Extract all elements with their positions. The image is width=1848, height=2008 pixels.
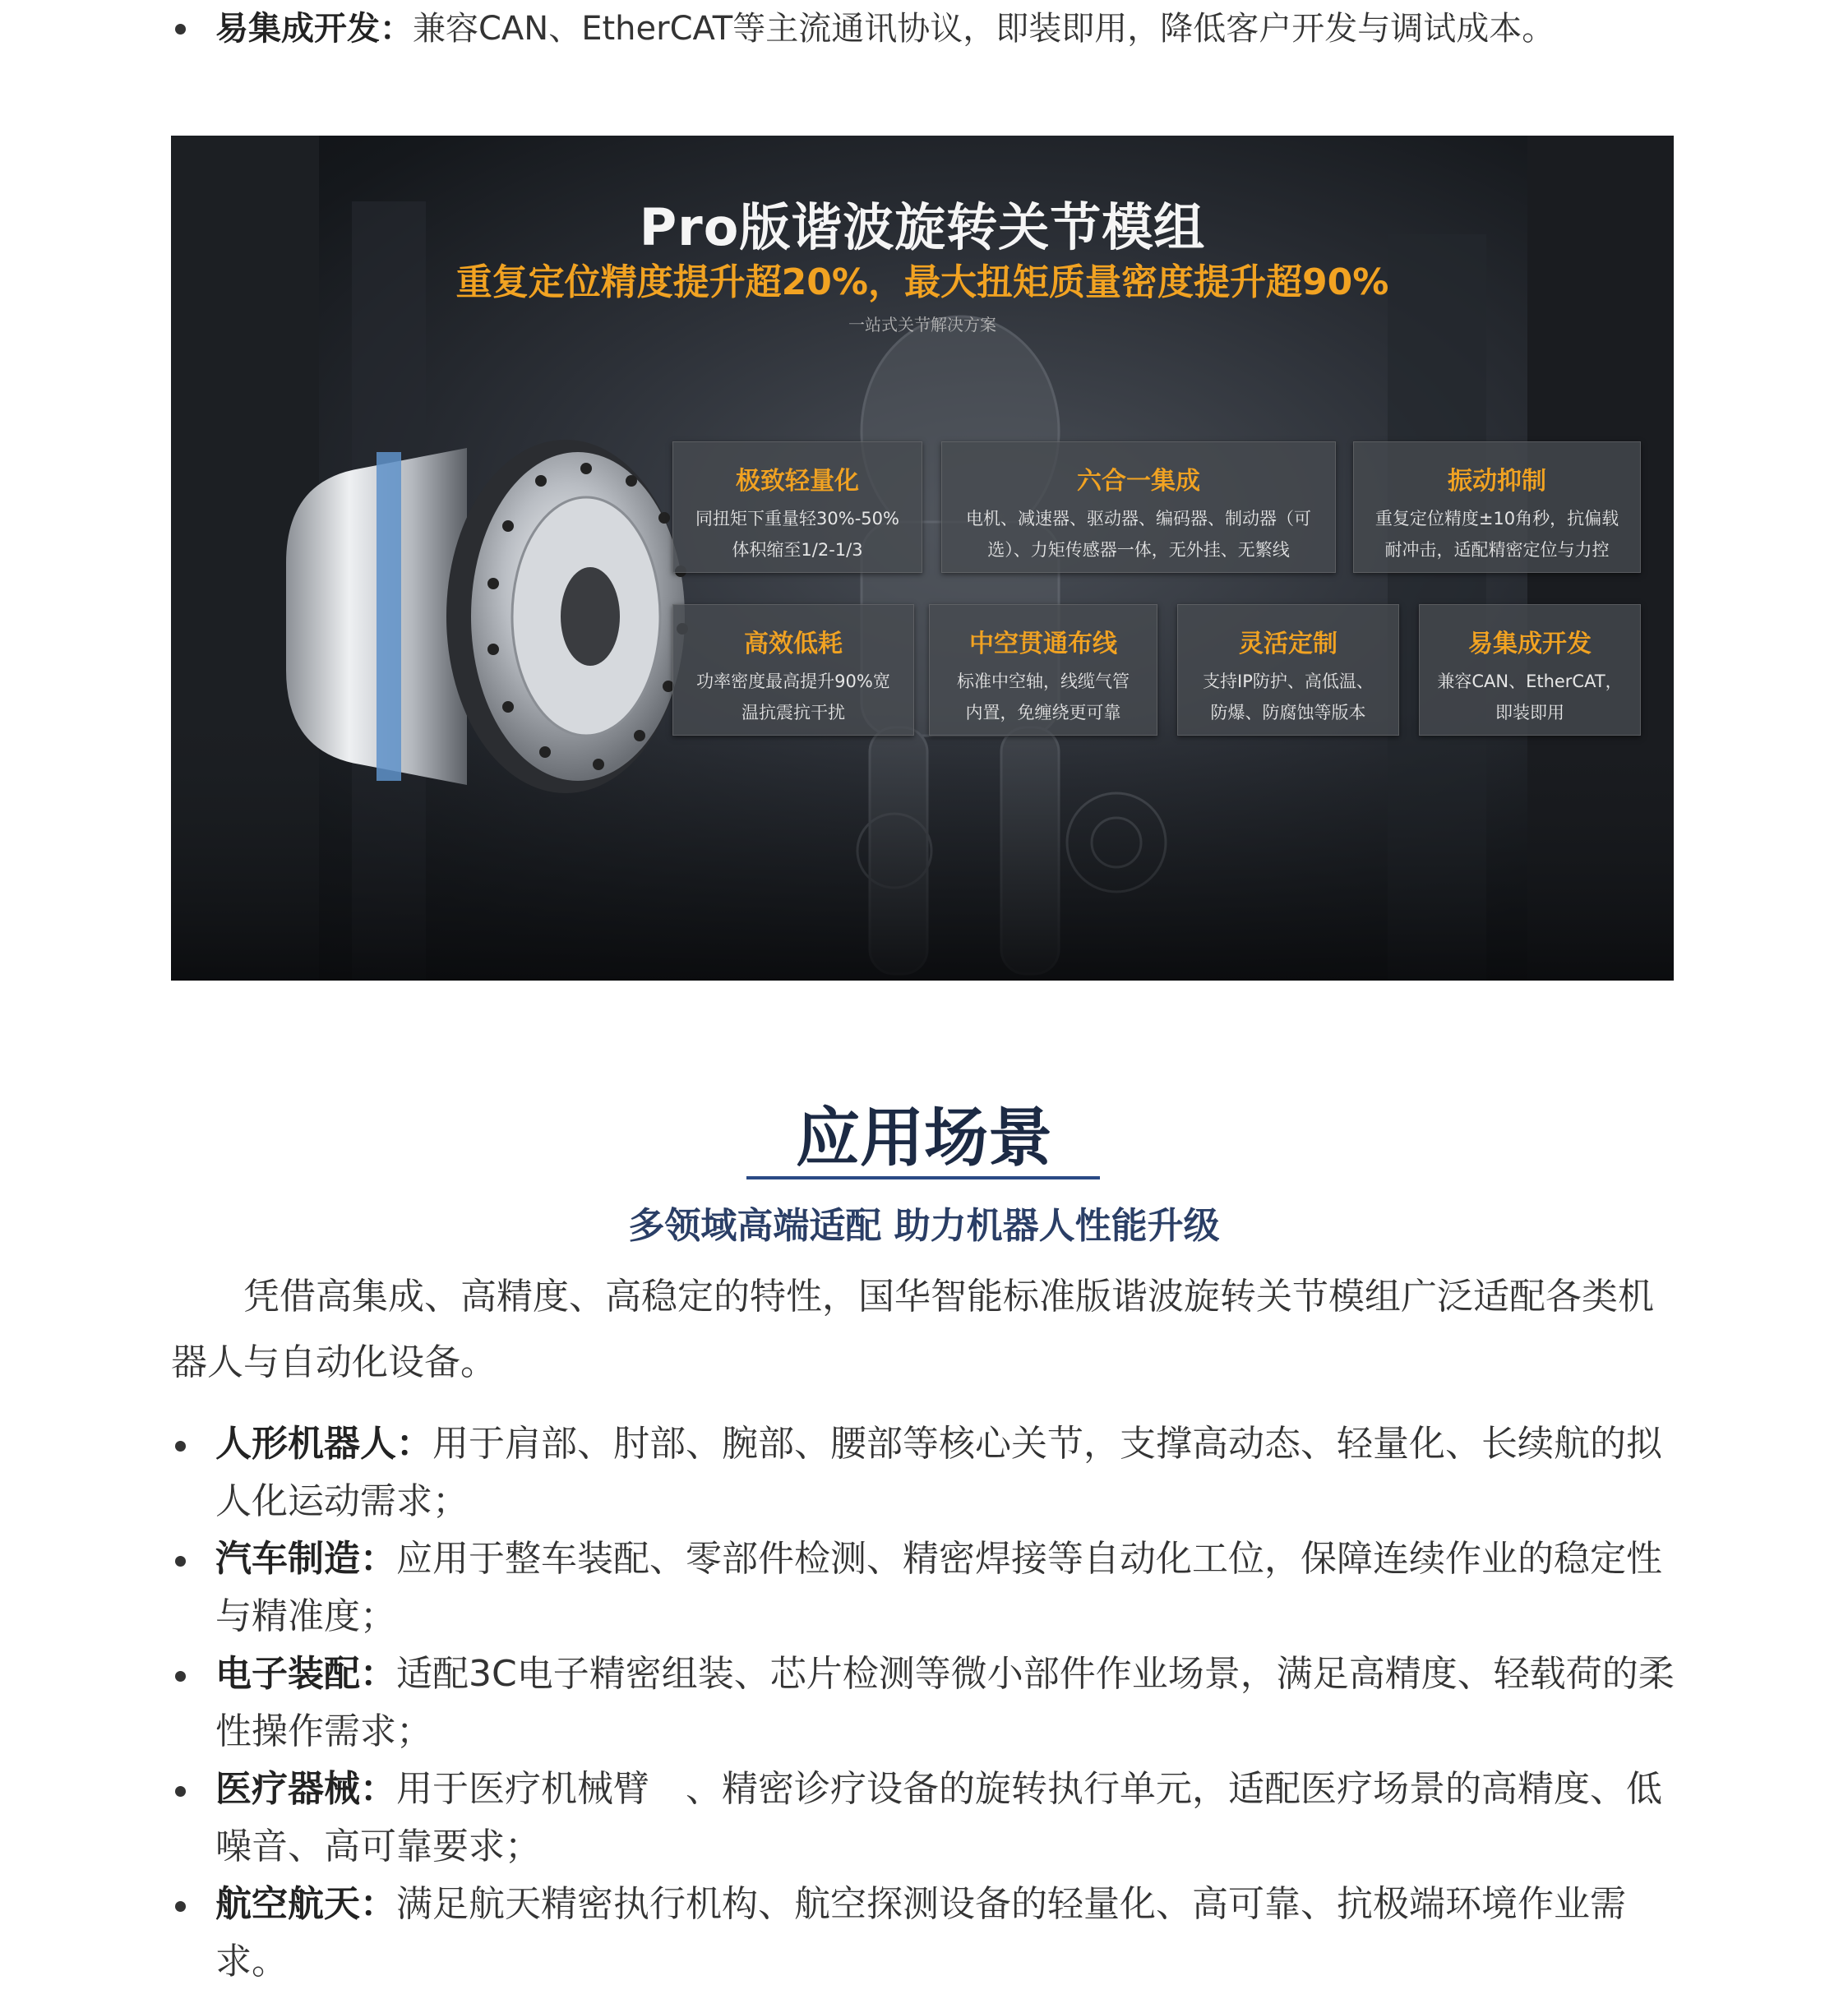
banner-tagline: 一站式关节解决方案 (848, 315, 996, 335)
bullet-dot-icon (175, 1556, 186, 1567)
list-item-text: 适配3C电子精密组装、芯片检测等微小部件作业场景，满足高精度、轻载荷的柔性操作需求； (215, 1653, 1675, 1752)
list-item-text: 应用于整车装配、零部件检测、精密焊接等自动化工位，保障连续作业的稳定性与精准度； (215, 1538, 1662, 1637)
list-item (0, 1415, 1679, 1530)
feature-card-desc: 即装即用 (1495, 703, 1564, 722)
feature-card (1353, 441, 1641, 573)
list-item-term: 汽车制造： (215, 1538, 396, 1580)
feature-card-desc: 温抗震抗干扰 (742, 703, 845, 722)
section-title: 应用场景 (795, 1101, 1052, 1175)
feature-card-desc: 选）、力矩传感器一体，无外挂、无繁线 (987, 540, 1290, 560)
feature-card-title: 易集成开发 (1468, 630, 1592, 658)
feature-card-title: 灵活定制 (1239, 630, 1337, 658)
feature-card-desc: 防爆、防腐蚀等版本 (1210, 703, 1366, 722)
application-scenario-list (0, 1415, 1848, 1991)
feature-card-title: 高效低耗 (744, 630, 843, 658)
list-item (0, 1646, 1679, 1761)
list-item-term: 易集成开发： (215, 10, 413, 48)
feature-card-title: 极致轻量化 (736, 467, 859, 496)
feature-card-desc: 支持IP防护、高低温、 (1203, 672, 1374, 691)
list-item-term: 人形机器人： (215, 1423, 432, 1465)
feature-card-desc: 重复定位精度±10角秒，抗偏载 (1374, 509, 1619, 529)
intro-paragraph: 凭借高集成、高精度、高稳定的特性，国华智能标准版谐波旋转关节模组广泛适配各类机器人与自动化设备。 (171, 1276, 1654, 1383)
feature-card-desc: 体积缩至1/2-1/3 (732, 540, 863, 560)
feature-card-title: 振动抑制 (1448, 467, 1546, 496)
feature-card-desc: 兼容CAN、EtherCAT， (1437, 672, 1623, 691)
list-item-text: 用于肩部、肘部、腕部、腰部等核心关节，支撑高动态、轻量化、长续航的拟人化运动需求； (215, 1423, 1662, 1522)
bullet-dot-icon (175, 1671, 186, 1682)
feature-card-title: 六合一集成 (1077, 467, 1200, 496)
feature-card-desc: 功率密度最高提升90%宽 (696, 672, 890, 691)
joint-module-illustration (286, 440, 688, 793)
list-item (0, 0, 1679, 58)
feature-card (929, 604, 1157, 736)
section-title-underline (746, 1176, 1100, 1179)
list-item-term: 医疗器械： (215, 1768, 396, 1810)
list-item-text: 用于医疗机械臂 、精密诊疗设备的旋转执行单元，适配医疗场景的高精度、低噪音、高可靠要求； (215, 1768, 1662, 1867)
list-item-term: 电子装配： (215, 1653, 396, 1695)
list-item (0, 1876, 1679, 1991)
feature-card-desc: 电机、减速器、驱动器、编码器、制动器（可 (966, 509, 1311, 529)
feature-card (672, 604, 914, 736)
feature-card (941, 441, 1336, 573)
list-item (0, 1761, 1679, 1876)
feature-card-title: 中空贯通布线 (969, 630, 1117, 658)
feature-card-desc: 内置，免缠绕更可靠 (965, 703, 1121, 722)
feature-card (672, 441, 922, 573)
list-item-text: 兼容CAN、EtherCAT等主流通讯协议，即装即用，降低客户开发与调试成本。 (413, 10, 1555, 48)
section-subtitle: 多领域高端适配 助力机器人性能升级 (628, 1205, 1220, 1247)
list-item-term: 航空航天： (215, 1883, 396, 1925)
feature-card (1177, 604, 1399, 736)
banner-subtitle: 重复定位精度提升超20%，最大扭矩质量密度提升超90% (455, 261, 1389, 303)
feature-card-desc: 同扭矩下重量轻30%-50% (695, 509, 899, 529)
feature-card-desc: 耐冲击，适配精密定位与力控 (1384, 540, 1610, 560)
feature-card (1419, 604, 1641, 736)
feature-list (0, 0, 1848, 58)
banner-title: Pro版谐波旋转关节模组 (639, 197, 1206, 257)
feature-card-desc: 标准中空轴，线缆气管 (957, 672, 1130, 691)
bullet-dot-icon (175, 1441, 186, 1452)
bullet-dot-icon (175, 1786, 186, 1797)
bullet-dot-icon (175, 24, 186, 35)
list-item (0, 1530, 1679, 1646)
bullet-dot-icon (175, 1901, 186, 1912)
list-item-text: 满足航天精密执行机构、航空探测设备的轻量化、高可靠、抗极端环境作业需求。 (215, 1883, 1626, 1983)
product-banner-image (171, 136, 1674, 981)
